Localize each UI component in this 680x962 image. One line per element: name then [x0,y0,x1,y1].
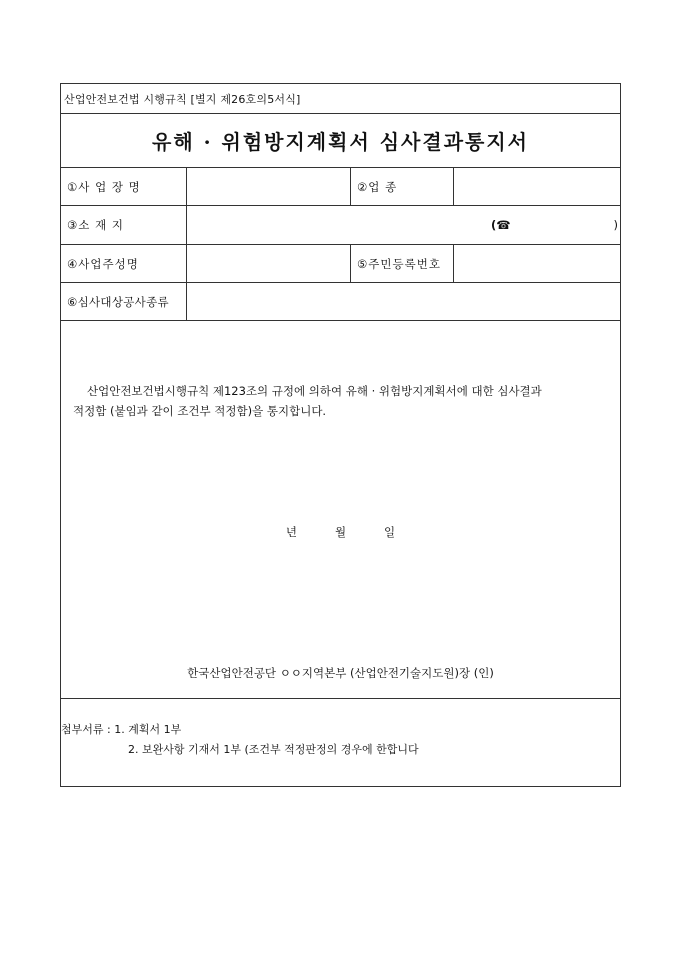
business-row [61,168,620,206]
location-label: ③소 재 지 [67,218,124,232]
work-type-label: ⑥심사대상공사종류 [67,294,169,309]
attachments-section [61,720,620,760]
work-type-row [61,283,620,321]
notification-form [60,83,621,787]
phone-icon: (☎ [491,218,511,232]
body-line-2: 적정함 (붙임과 같이 조건부 적정함)을 통지합니다. [73,404,327,418]
representative-label: ④사업주성명 [67,256,139,271]
industry-label: ②업 종 [357,179,398,194]
date-line [61,524,620,540]
representative-row [61,245,620,283]
work-type-field[interactable] [187,283,620,320]
form-header: 산업안전보건법 시행규칙 [별지 제26호의5서식] [64,92,301,106]
form-title: 유해 · 위험방지계획서 심사결과통지서 [152,130,529,154]
body-section [61,321,620,699]
attachment-line-1 [61,720,620,740]
form-header-row [61,84,620,114]
date-year: 년 [285,525,297,539]
resident-number-label: ⑤주민등록번호 [357,256,441,271]
attachments-label: 첨부서류 : [61,723,111,736]
date-month: 월 [334,525,347,539]
date-day: 일 [384,525,396,539]
title-row [61,114,620,168]
attachment-item-1: 1. 계획서 1부 [114,723,182,736]
signature-line: 한국산업안전공단 ㅇㅇ지역본부 (산업안전기술지도원)장 (인) [187,666,494,680]
attachment-item-2: 2. 보완사항 기재서 1부 (조건부 적정판정의 경우에 한합니다 [128,743,419,756]
business-name-label: ①사 업 장 명 [67,179,141,194]
location-field[interactable] [187,206,620,244]
industry-field[interactable] [454,168,620,205]
resident-number-field[interactable] [454,245,620,282]
location-row [61,206,620,245]
body-line-1: 산업안전보건법시행규칙 제123조의 규정에 의하여 유해 · 위험방지계획서에 대한 심사결과 [87,384,542,398]
phone-close: ) [613,218,618,232]
representative-field[interactable] [187,245,350,282]
business-name-field[interactable] [187,168,350,205]
